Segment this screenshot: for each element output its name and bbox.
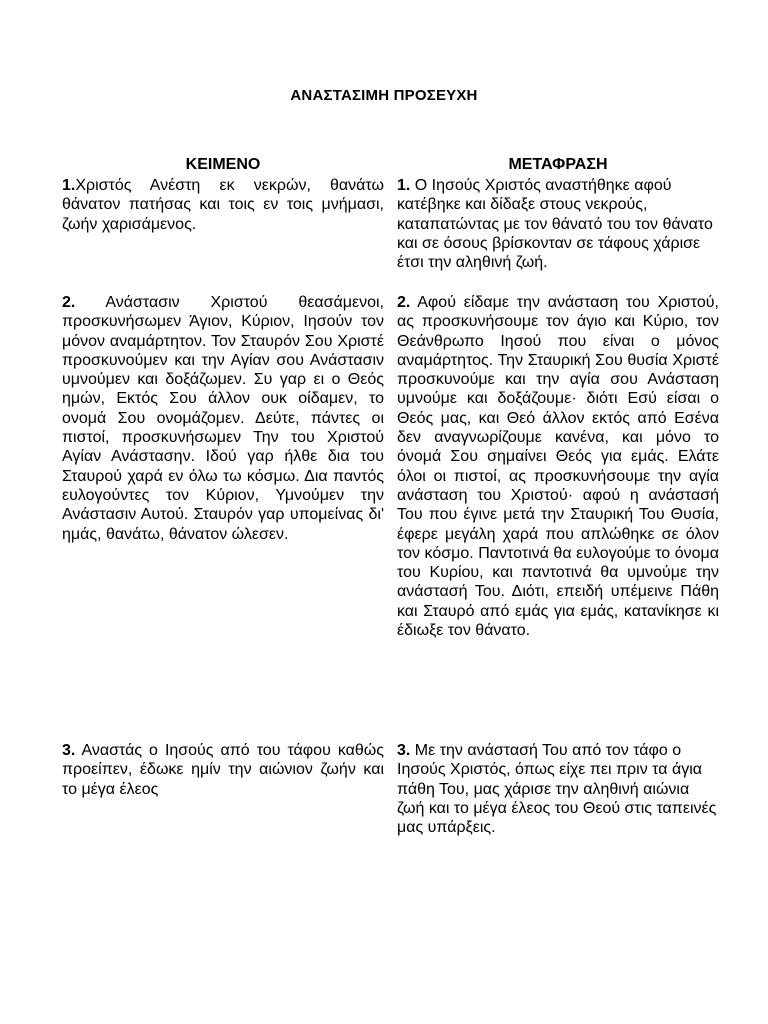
translation-column xyxy=(397,154,719,837)
verse-number: 2. xyxy=(397,294,411,311)
verse-number: 1. xyxy=(397,177,411,194)
document-title: ΑΝΑΣΤΑΣΙΜΗ ΠΡΟΣΕΥΧΗ xyxy=(290,87,478,104)
translation-verse-2 xyxy=(397,293,719,640)
verse-number: 3. xyxy=(62,742,76,759)
verse-text: Ανάστασιν Χριστού θεασάμενοι, προσκυνήσωμεν Άγιον, Κύριον, Ιησούν τον μόνον αναμάρτητον. Τον Σταυρόν Σου Χριστέ προσκυνούμεν και την Αγίαν σου Ανάστασιν υμνούμεν και δοξάζωμεν. Συ γαρ ει ο Θεός ημών, Εκτός Σου άλλον ουκ οίδαμεν, το ονομά Σου ονομάζομεν. Δεύτε, πάντες οι πιστοί, προσκυνήσωμεν Την του Χριστού Αγίαν Ανάστασην. Ιδού γαρ ήλθε δια του Σταυρού χαρά εν όλω τω κόσμω. Δια παντός ευλογούντες τον Κύριον, Υμνούμεν την Ανάστασιν Αυτού. Σταυρόν γαρ υπομείνας δι' ημάς, θανάτω, θάνατον ώλεσεν. xyxy=(62,294,384,543)
verse-number: 2. xyxy=(62,294,76,311)
verse-number: 3. xyxy=(397,742,411,759)
translation-verse-1 xyxy=(397,176,719,272)
original-verse-2 xyxy=(62,293,384,544)
verse-text: Αναστάς ο Ιησούς από του τάφου καθώς προείπεν, έδωκε ημίν την αιώνιον ζωήν και το μέγα έλεος xyxy=(62,742,384,798)
original-verse-1 xyxy=(62,176,384,234)
verse-text: Αφού είδαμε την ανάσταση του Χριστού, ας προσκυνήσουμε τον άγιο και Κύριο, τον Θεάνθρωπο Ιησού που είναι ο μόνος αναμάρτητος. Την Σταυρική Σου θυσία Χριστέ προσκυνούμε και την αγία σου Ανάσταση υμνούμε και δοξάζουμε· διότι Εσύ είσαι ο Θεός μας, και Θεό άλλον εκτός από Εσένα δεν αναγνωρίζουμε κανένα, και μόνο το όνομά Σου σημαίνει Θεός για εμάς. Ελάτε όλοι οι πιστοί, ας προσκυνήσουμε την αγία ανάσταση του Χριστού· αφού η ανάστασή Του που έγινε μετά την Σταυρική Του Θυσία, έφερε μεγάλη χαρά που απλώθηκε σε όλον τον κόσμο. Παντοτινά θα ευλογούμε το όνομα του Κυρίου, και παντοτινά θα υμνούμε την ανάστασή Του. Διότι, επειδή υπέμεινε Πάθη και Σταυρό από εμάς για εμάς, κατανίκησε κι έδιωξε τον θάνατο. xyxy=(397,294,719,640)
verse-number: 1. xyxy=(62,177,76,194)
verse-text: Ο Ιησούς Χριστός αναστήθηκε αφού κατέβηκε και δίδαξε στους νεκρούς, καταπατώντας με τον θάνατό του τον θάνατο και σε όσους βρίσκονταν σε τάφους χάρισε έτσι την αληθινή ζωή. xyxy=(397,177,713,272)
original-text-column xyxy=(62,154,384,798)
translation-verse-3 xyxy=(397,741,719,837)
original-text-header: ΚΕΙΜΕΝΟ xyxy=(185,156,261,173)
verse-text: Χριστός Ανέστη εκ νεκρών, θανάτω θάνατον πατήσας και τοις εν τοις μνήμασι, ζωήν χαρισάμενος. xyxy=(62,177,384,233)
original-verse-3 xyxy=(62,741,384,799)
translation-header: ΜΕΤΑΦΡΑΣΗ xyxy=(508,156,608,173)
verse-text: Με την ανάστασή Του από τον τάφο ο Ιησούς Χριστός, όπως είχε πει πριν τα άγια πάθη Του, μας χάρισε την αληθινή αιώνια ζωή και το μέγα έλεος του Θεού στις ταπεινές μας υπάρξεις. xyxy=(397,742,717,837)
